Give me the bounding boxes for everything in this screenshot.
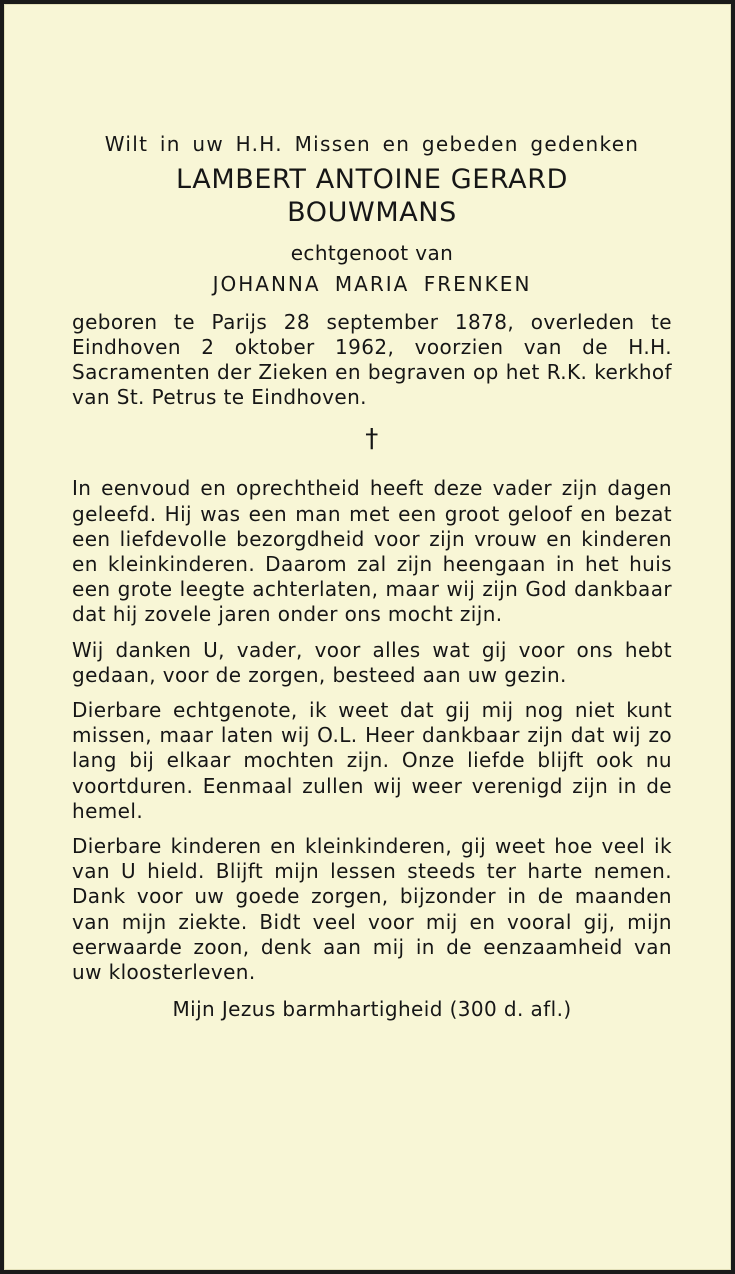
birth-death-text: geboren te Parijs 28 september 1878, overleden te Eindhoven 2 oktober 1962, voorzien van de H.H. Sacramenten der Zieken en begraven op het R.K. kerkhof van St. Petrus te Eindhoven. (72, 309, 672, 410)
paragraph-2: Wij danken U, vader, voor alles wat gij voor ons hebt gedaan, voor de zorgen, besteed aan uw gezin. (72, 637, 672, 687)
cross-icon: † (365, 424, 379, 455)
paragraph-4: Dierbare kinderen en kleinkinderen, gij weet hoe veel ik van U hield. Blijft mijn lessen steeds ter harte nemen. Dank voor uw goede zorgen, bijzonder in de maanden van mijn ziekte. Bidt veel voor mij en vooral gij, mijn eerwaarde zoon, denk aan mij in de eenzaamheid van uw kloosterleven. (72, 834, 672, 985)
paragraph-3: Dierbare echtgenote, ik weet dat gij mij nog niet kunt missen, maar laten wij O.L. Heer dankbaar zijn dat wij zo lang bij elkaar mochten zijn. Onze liefde blijft ook nu voortduren. Eenmaal zullen wij weer verenigd zijn in de hemel. (72, 698, 672, 823)
spouse-label: echtgenoot van (290, 241, 454, 266)
card-text (72, 132, 672, 1022)
prayer-footer: Mijn Jezus barmhartigheid (300 d. afl.) (172, 997, 572, 1022)
memorial-card (4, 4, 731, 1270)
paragraph-1: In eenvoud en oprechtheid heeft deze vader zijn dagen geleefd. Hij was een man met een groot geloof en bezat een liefdevolle bezorgdheid voor zijn vrouw en kinderen en kleinkinderen. Daarom zal zijn heengaan in het huis een grote leegte achterlaten, maar wij zijn God dankbaar dat hij zovele jaren onder ons mocht zijn. (72, 476, 672, 627)
card-header: Wilt in uw H.H. Missen en gebeden gedenken (104, 132, 640, 156)
deceased-name-line-1: LAMBERT ANTOINE GERARD (176, 164, 568, 196)
spouse-name: JOHANNA MARIA FRENKEN (212, 272, 532, 297)
deceased-name-line-2: BOUWMANS (287, 197, 457, 229)
